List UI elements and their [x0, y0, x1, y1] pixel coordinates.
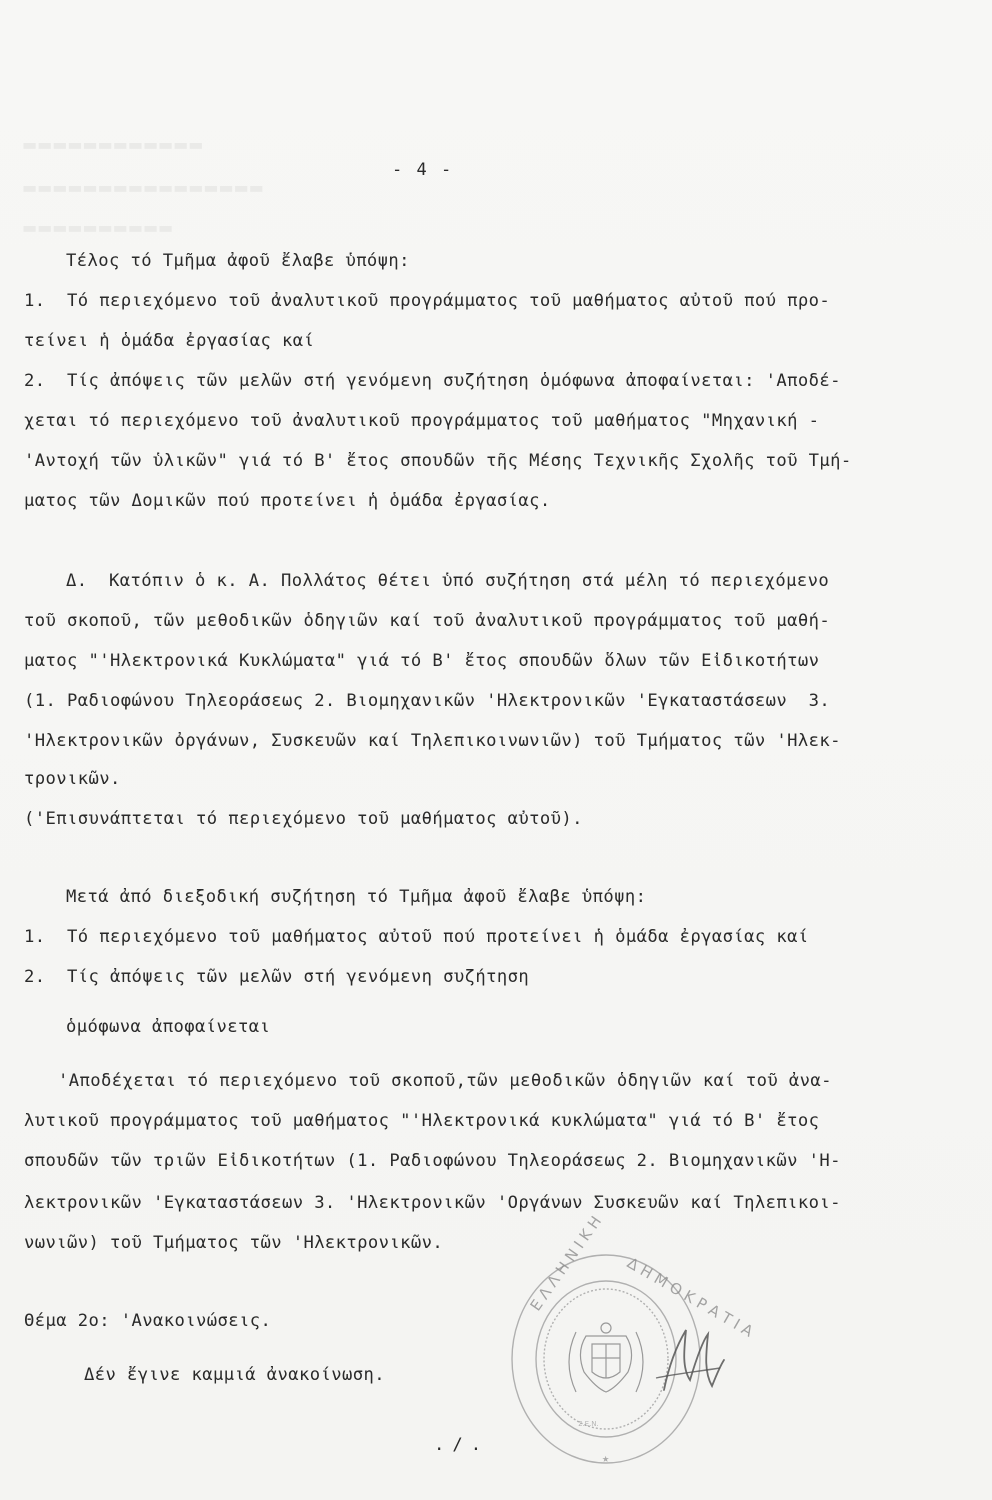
paragraph-line: 2. Τίς ἀπόψεις τῶν μελῶν στή γενόμενη συζήτηση ὁμόφωνα ἀποφαίνεται: 'Αποδέ-: [24, 371, 841, 391]
paragraph-line: 1. Τό περιεχόμενο τοῦ ἀναλυτικοῦ προγράμματος τοῦ μαθήματος αὐτοῦ πού προ-: [24, 291, 831, 311]
page-number: - 4 -: [392, 160, 454, 180]
paragraph-line: ματος "'Ηλεκτρονικά Κυκλώματα" γιά τό Β' ἔτος σπουδῶν ὅλων τῶν Εἰδικοτήτων: [24, 651, 820, 671]
paragraph-line: Τέλος τό Τμῆμα ἀφοῦ ἔλαβε ὑπόψη:: [66, 251, 410, 271]
paragraph-line: λυτικοῦ προγράμματος τοῦ μαθήματος "'Ηλεκτρονικά κυκλώματα" γιά τό Β' ἔτος: [24, 1111, 820, 1131]
bleed-through-text: ▬▬▬▬▬▬▬▬▬▬: [22, 218, 174, 237]
bleed-through-text: ▬▬▬▬▬▬▬▬▬▬▬▬▬▬▬▬: [22, 178, 264, 197]
paragraph-line: χεται τό περιεχόμενο τοῦ ἀναλυτικοῦ προγράμματος τοῦ μαθήματος "Μηχανική -: [24, 411, 820, 431]
topic-body: Δέν ἔγινε καμμιά ἀνακοίνωση.: [84, 1365, 385, 1385]
paragraph-line: τοῦ σκοποῦ, τῶν μεθοδικῶν ὁδηγιῶν καί τοῦ ἀναλυτικοῦ προγράμματος τοῦ μαθή-: [24, 611, 831, 631]
paragraph-line: 1. Τό περιεχόμενο τοῦ μαθήματος αὐτοῦ πού προτείνει ἡ ὁμάδα ἐργασίας καί: [24, 927, 809, 947]
paragraph-line: νωνιῶν) τοῦ Τμήματος τῶν 'Ηλεκτρονικῶν.: [24, 1233, 444, 1253]
paragraph-line: ματος τῶν Δομικῶν πού προτείνει ἡ ὁμάδα ἐργασίας.: [24, 491, 551, 511]
paragraph-line: τρονικῶν.: [24, 769, 121, 789]
paragraph-line: λεκτρονικῶν 'Εγκαταστάσεων 3. 'Ηλεκτρονικῶν 'Οργάνων Συσκευῶν καί Τηλεπικοι-: [24, 1193, 841, 1213]
paragraph-line: Δ. Κατόπιν ὁ κ. Α. Πολλάτος θέτει ὑπό συζήτηση στά μέλη τό περιεχόμενο: [66, 571, 830, 591]
paragraph-line: ὁμόφωνα ἀποφαίνεται: [66, 1017, 271, 1037]
svg-text:Δ Η Μ Ο Κ Ρ Α Τ Ι Α: Δ Η Μ Ο Κ Ρ Α Τ Ι Α: [624, 1253, 757, 1341]
paragraph-line: 'Αντοχή τῶν ὑλικῶν" γιά τό Β' ἔτος σπουδῶν τῆς Μέσης Τεχνικῆς Σχολῆς τοῦ Τμή-: [24, 451, 852, 471]
svg-text:★: ★: [602, 1451, 610, 1465]
paragraph-line: 2. Τίς ἀπόψεις τῶν μελῶν στή γενόμενη συζήτηση: [24, 967, 530, 987]
paragraph-line: 'Αποδέχεται τό περιεχόμενο τοῦ σκοποῦ,τῶν μεθοδικῶν ὁδηγιῶν καί τοῦ ἀνα-: [58, 1071, 832, 1091]
continuation-mark: ./.: [434, 1435, 490, 1455]
svg-text:Σ.Ε.Ν.: Σ.Ε.Ν.: [578, 1420, 599, 1428]
topic-heading: Θέμα 2ο: 'Ανακοινώσεις.: [24, 1311, 272, 1331]
svg-text:Ε Λ Λ Η Ν Ι Κ Η: Ε Λ Λ Η Ν Ι Κ Η: [526, 1212, 606, 1315]
paragraph-line: τείνει ἡ ὁμάδα ἐργασίας καί: [24, 331, 315, 351]
paragraph-line: (1. Ραδιοφώνου Τηλεοράσεως 2. Βιομηχανικῶν 'Ηλεκτρονικῶν 'Εγκαταστάσεων 3.: [24, 691, 831, 711]
paragraph-line: Μετά ἀπό διεξοδική συζήτηση τό Τμῆμα ἀφοῦ ἔλαβε ὑπόψη:: [66, 887, 647, 907]
paragraph-line: σπουδῶν τῶν τριῶν Εἰδικοτήτων (1. Ραδιοφώνου Τηλεοράσεως 2. Βιομηχανικῶν 'Η-: [24, 1151, 841, 1171]
paragraph-line: ('Επισυνάπτεται τό περιεχόμενο τοῦ μαθήματος αὐτοῦ).: [24, 809, 583, 829]
paragraph-line: 'Ηλεκτρονικῶν ὀργάνων, Συσκευῶν καί Τηλεπικοινωνιῶν) τοῦ Τμήματος τῶν 'Ηλεκ-: [24, 731, 841, 751]
bleed-through-text: ▬▬▬▬▬▬▬▬▬▬▬▬: [22, 135, 204, 154]
signature: [650, 1320, 730, 1410]
